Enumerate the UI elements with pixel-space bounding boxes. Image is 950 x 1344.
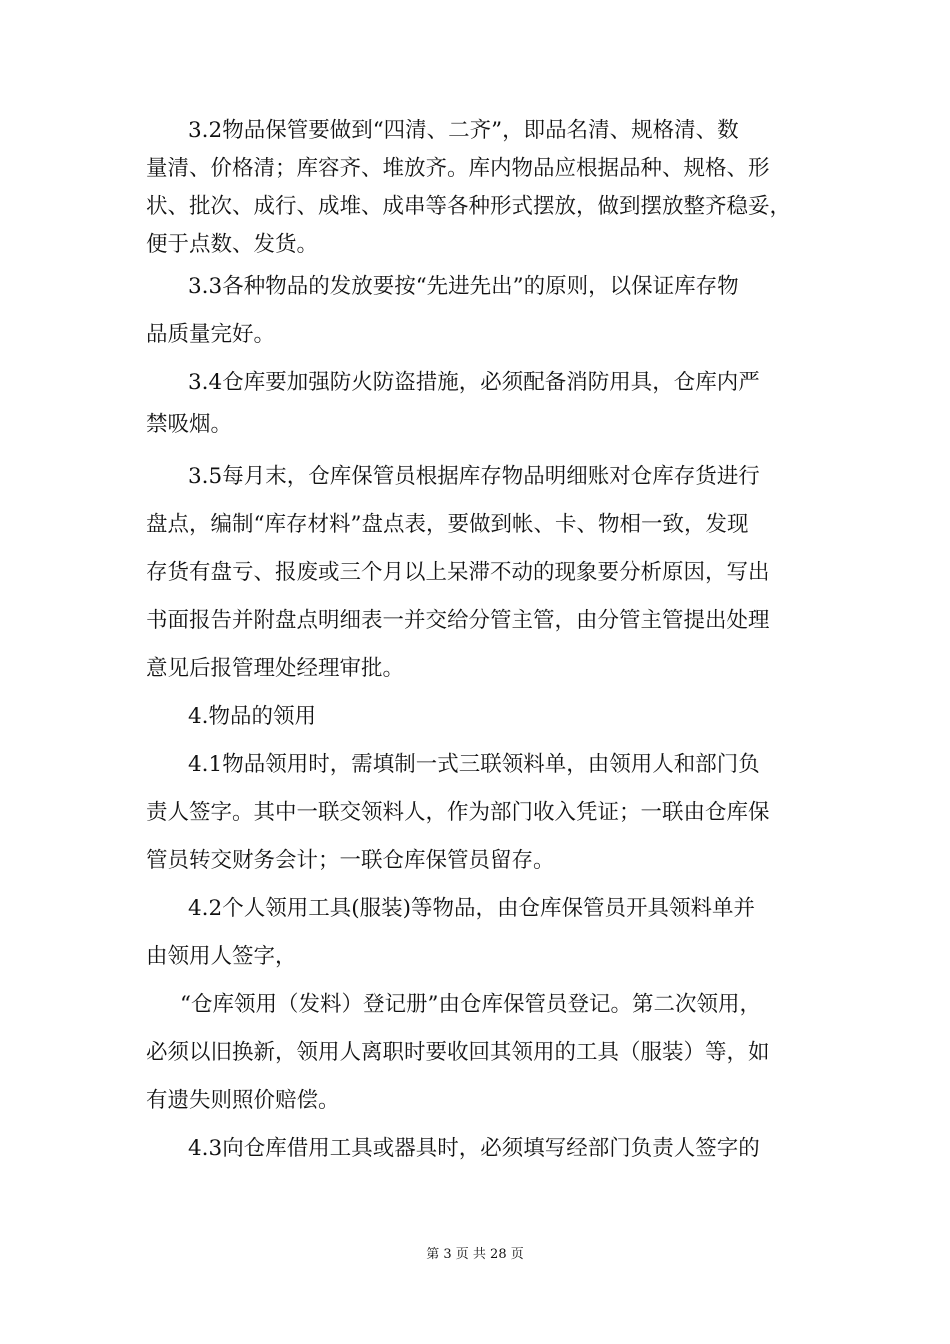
paragraph-4-1-line-1: 4.1物品领用时，需填制一式三联领料单，由领用人和部门负: [188, 752, 760, 777]
paragraph-3-5-line-3: 存货有盘亏、报废或三个月以上呆滞不动的现象要分析原因，写出: [146, 560, 770, 585]
paragraph-4-2-line-4: 必须以旧换新，领用人离职时要收回其领用的工具（服装）等，如: [146, 1040, 770, 1065]
paragraph-4-3-line-1: 4.3向仓库借用工具或器具时，必须填写经部门负责人签字的: [188, 1136, 760, 1161]
paragraph-4-1-line-3: 管员转交财务会计；一联仓库保管员留存。: [146, 848, 555, 873]
paragraph-4-2-line-1: 4.2个人领用工具(服装)等物品，由仓库保管员开具领料单并: [188, 896, 755, 921]
paragraph-3-2-line-1: 3.2物品保管要做到“四清、二齐”，即品名清、规格清、数: [188, 118, 739, 143]
section-heading-4: 4.物品的领用: [188, 704, 317, 729]
paragraph-3-3-line-1: 3.3各种物品的发放要按“先进先出”的原则，以保证库存物: [188, 274, 739, 299]
paragraph-3-4-line-1: 3.4仓库要加强防火防盗措施，必须配备消防用具，仓库内严: [188, 370, 760, 395]
paragraph-4-2-line-3: “仓库领用（发料）登记册”由仓库保管员登记。第二次领用，: [180, 992, 761, 1017]
paragraph-3-5-line-1: 3.5每月末，仓库保管员根据库存物品明细账对仓库存货进行: [188, 464, 760, 489]
paragraph-3-2-line-2: 量清、价格清；库容齐、堆放齐。库内物品应根据品种、规格、形: [146, 156, 770, 181]
paragraph-4-1-line-2: 责人签字。其中一联交领料人，作为部门收入凭证；一联由仓库保: [146, 800, 770, 825]
paragraph-4-2-line-5: 有遗失则照价赔偿。: [146, 1088, 340, 1113]
paragraph-3-3-line-2: 品质量完好。: [146, 322, 276, 347]
paragraph-3-5-line-2: 盘点，编制“库存材料”盘点表，要做到帐、卡、物相一致，发现: [146, 512, 749, 537]
paragraph-3-4-line-2: 禁吸烟。: [146, 412, 233, 437]
paragraph-3-2-line-3: 状、批次、成行、成堆、成串等各种形式摆放，做到摆放整齐稳妥，: [146, 194, 792, 219]
paragraph-3-5-line-5: 意见后报管理处经理审批。: [146, 656, 405, 681]
document-body: [146, 112, 810, 1168]
page-number-footer: 第 3 页 共 28 页: [426, 1247, 524, 1262]
paragraph-4-2-line-2: 由领用人签字，: [146, 944, 297, 969]
paragraph-3-2-line-4: 便于点数、发货。: [146, 232, 319, 257]
paragraph-3-5-line-4: 书面报告并附盘点明细表一并交给分管主管，由分管主管提出处理: [146, 608, 770, 633]
